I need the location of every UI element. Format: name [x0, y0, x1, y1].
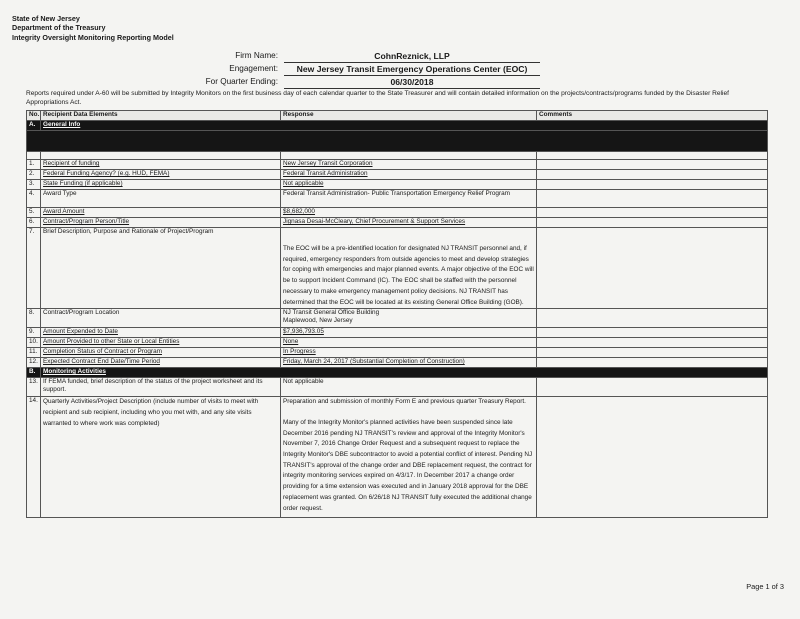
header-response: Response	[281, 111, 537, 121]
header-state: State of New Jersey	[12, 14, 80, 23]
section-monitoring-activities	[27, 368, 768, 378]
table-row: 7. Brief Description, Purpose and Rationale of Project/Program The EOC will be a pre-identified location for designated NJ TRANSIT personnel and, if required, emergency responders from outside agencies to meet and develop strategies for coping with emergencies and major planned events. A major objective of the EOC will be to support Incident Command (IC). The EOC shall be staffed with the personnel necessary to make emergency management policy decisions. NJ TRANSIT has determined that the EOC will be located at its existing General Office Building (GOB).	[27, 228, 768, 309]
table-row: 4. Award Type Federal Transit Administration- Public Transportation Emergency Relief Program	[27, 190, 768, 208]
header-department: Department of the Treasury	[12, 23, 106, 33]
table-header-row	[27, 111, 768, 121]
table-row: 1. Recipient of funding New Jersey Transit Corporation	[27, 160, 768, 170]
firm-label: Firm Name:	[235, 51, 278, 60]
intro-paragraph: Reports required under A-60 will be submitted by Integrity Monitors on the first business day of each calendar quarter to the State Treasurer and will contain detailed information on the projects/contracts/programs funded by the Disaster Relief Appropriations Act.	[26, 90, 729, 106]
quarter-value: 06/30/2018	[284, 77, 540, 89]
table-row: 10. Amount Provided to other State or Local Entities None	[27, 338, 768, 348]
table-row: 8. Contract/Program Location NJ Transit General Office Building Maplewood, New Jersey	[27, 309, 768, 328]
firm-value: CohnReznick, LLP	[284, 51, 540, 63]
engagement-row	[0, 64, 800, 76]
quarter-row	[0, 77, 800, 89]
section-b-title: Monitoring Activities	[41, 368, 768, 378]
table-row: 2. Federal Funding Agency? (e.g. HUD, FEMA) Federal Transit Administration	[27, 170, 768, 180]
header-comments: Comments	[537, 111, 768, 121]
table-row: 12. Expected Contract End Date/Time Period Friday, March 24, 2017 (Substantial Completion of Construction)	[27, 358, 768, 368]
table-row: 3. State Funding (if applicable) Not applicable	[27, 180, 768, 190]
engagement-label: Engagement:	[229, 64, 278, 73]
table-row: 13. If FEMA funded, brief description of the status of the project worksheet and its support. Not applicable	[27, 378, 768, 397]
firm-row	[0, 51, 800, 63]
header-no: No.	[27, 111, 41, 121]
table-row: 9. Amount Expended to Date $7,936,793.05	[27, 328, 768, 338]
state-header	[12, 14, 174, 42]
engagement-value: New Jersey Transit Emergency Operations Center (EOC)	[284, 64, 540, 76]
section-b-no: B.	[27, 368, 41, 378]
quarter-label: For Quarter Ending:	[205, 77, 278, 86]
section-band	[27, 131, 768, 152]
table-row: 14. Quarterly Activities/Project Description (include number of visits to meet with recipient and sub recipient, including who you met with, and any site visits warranted to where work was completed) Preparation and submission of monthly Form E and previous quarter Treasury Report. Many of the Integrity Monitor's planned activities have been suspended since late December 2016 pending NJ TRANSIT's review and approval of the Integrity Monitor's November 7, 2016 Change Order Request and a subsequent request to replace the Integrity Monitor's DBE subcontractor to avoid a potential conflict of interest. Pending NJ TRANSIT's approval of the change order and DBE replacement request, the contract for integrity monitoring services expired on 4/3/17. In December 2017 a change order providing for a time extension was executed and in January 2018 approval for the DBE replacement was granted. On 6/26/18 NJ TRANSIT fully executed the additional change order request.	[27, 397, 768, 518]
section-a-no: A.	[27, 121, 41, 131]
table-row: 11. Completion Status of Contract or Program In Progress	[27, 348, 768, 358]
table-row: 5. Award Amount $8,682,000	[27, 208, 768, 218]
header-model-title: Integrity Oversight Monitoring Reporting Model	[12, 32, 174, 42]
header-element: Recipient Data Elements	[41, 111, 281, 121]
section-general-info	[27, 121, 768, 131]
section-a-title: General Info	[41, 121, 768, 131]
blank-row	[27, 152, 768, 160]
table-row: 6. Contract/Program Person/Title Jignasa Desai-McCleary, Chief Procurement & Support Services	[27, 218, 768, 228]
page-number: Page 1 of 3	[746, 582, 784, 591]
recipient-data-table	[26, 110, 768, 518]
